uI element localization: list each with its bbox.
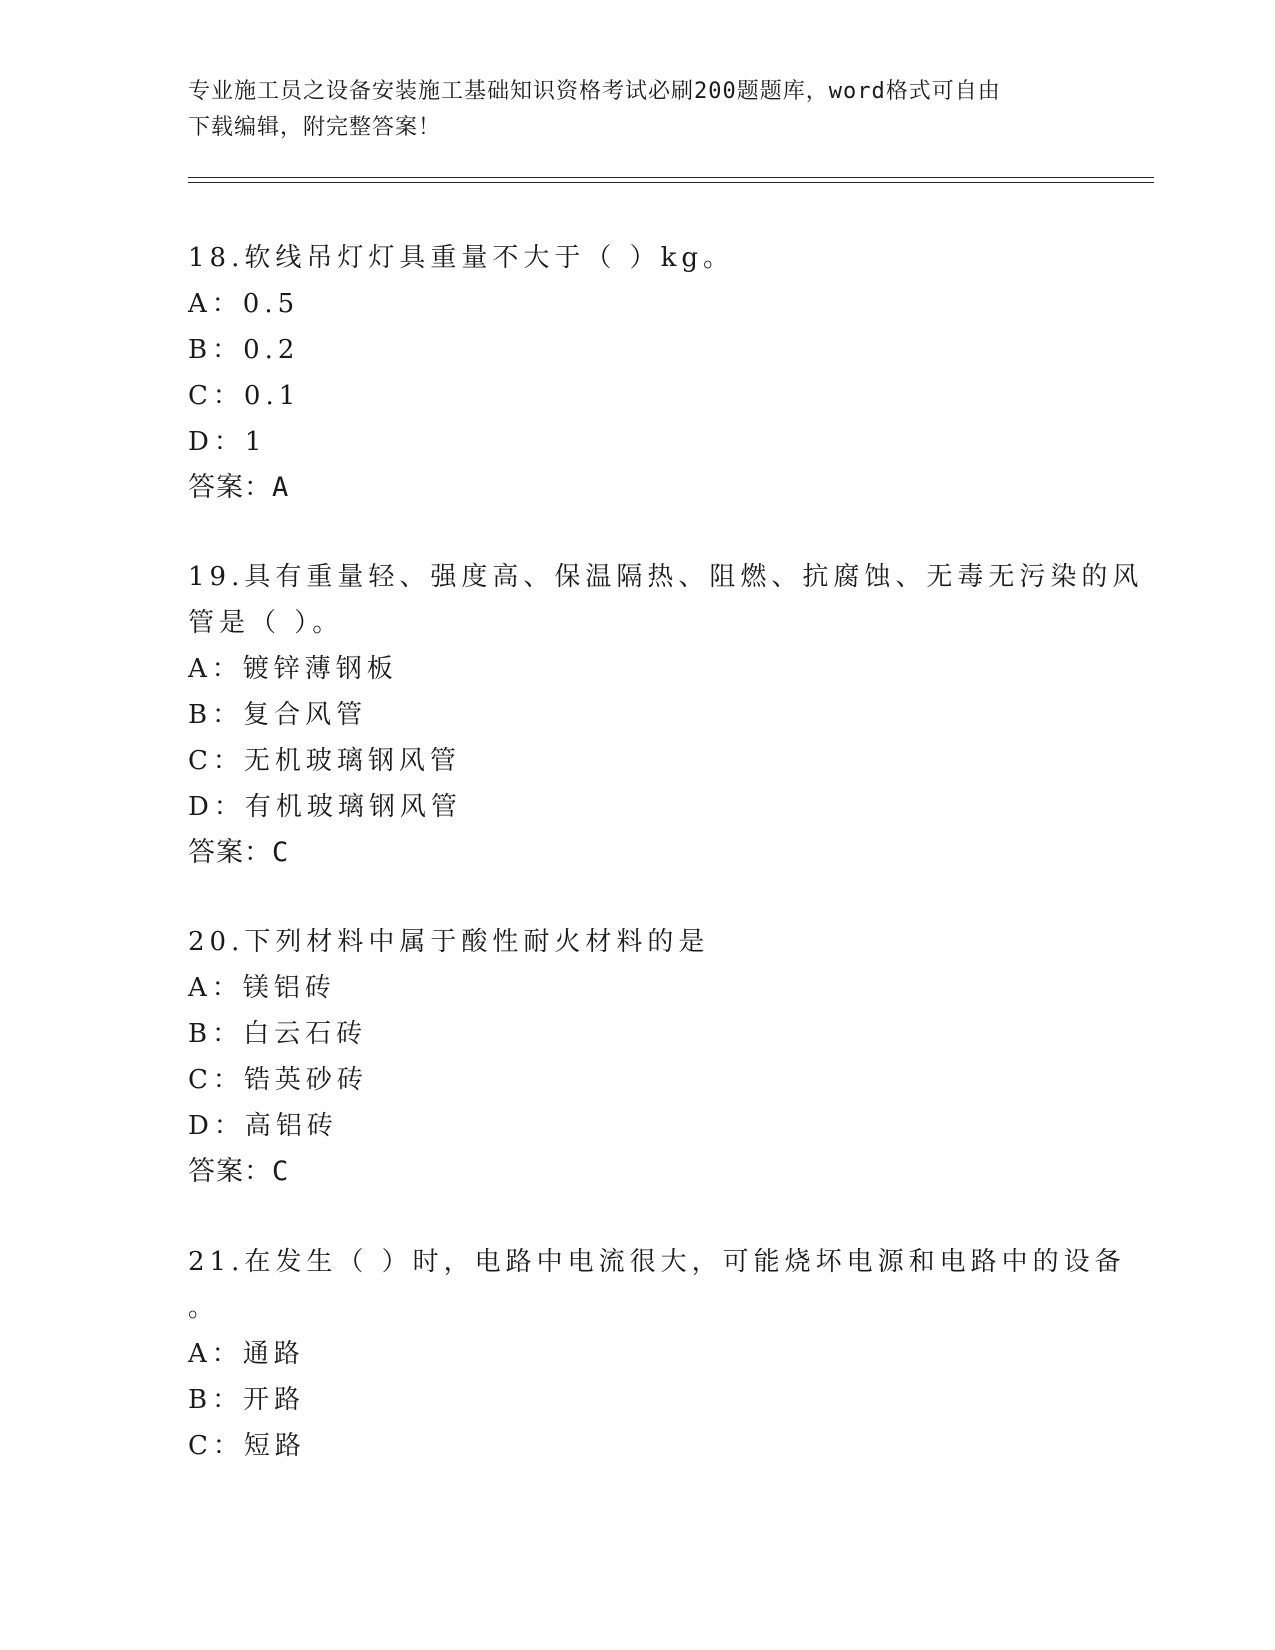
option-a	[188, 965, 1088, 1011]
option-text: 短路	[243, 1431, 306, 1461]
option-separator: ：	[212, 1385, 244, 1415]
option-key: B	[188, 335, 213, 365]
option-separator: ：	[213, 1111, 245, 1141]
question-stem-continued: 管是（ ）。	[188, 608, 344, 638]
question-stem-continued: 。	[188, 1293, 220, 1323]
option-key: D	[188, 1111, 214, 1141]
option-key: A	[188, 973, 212, 1003]
header-divider-bottom	[188, 182, 1154, 183]
option-text: 高铝砖	[244, 1111, 338, 1141]
option-key: A	[188, 1339, 212, 1369]
header-line-2: 下载编辑，附完整答案！	[188, 115, 442, 140]
option-a	[188, 281, 1088, 327]
option-key: C	[188, 746, 213, 776]
option-text: 0.1	[243, 381, 301, 411]
option-text: 无机玻璃钢风管	[243, 746, 461, 776]
option-b	[188, 327, 1088, 373]
option-separator: ：	[212, 1431, 244, 1461]
header-line-1: 专业施工员之设备安装施工基础知识资格考试必刷200题题库，word格式可自由	[188, 79, 1001, 104]
option-d	[188, 784, 1088, 830]
question-20	[188, 919, 1088, 1195]
option-separator: ：	[211, 1339, 243, 1369]
option-c	[188, 738, 1088, 784]
option-text: 镀锌薄钢板	[242, 654, 398, 684]
question-stem: 19.具有重量轻、强度高、保温隔热、阻燃、抗腐蚀、无毒无污染的风	[188, 562, 1144, 592]
option-key: C	[188, 1065, 213, 1095]
document-header	[188, 74, 1088, 146]
option-key: B	[188, 1385, 213, 1415]
option-c	[188, 1423, 1088, 1469]
option-separator: ：	[213, 427, 245, 457]
option-key: B	[188, 1019, 213, 1049]
option-separator: ：	[212, 746, 244, 776]
option-d	[188, 419, 1088, 465]
question-stem: 21.在发生（ ）时，电路中电流很大，可能烧坏电源和电路中的设备	[188, 1247, 1126, 1277]
question-19	[188, 554, 1144, 876]
question-18	[188, 235, 1088, 511]
answer-label: 答案：A	[188, 472, 290, 503]
question-stem: 20.下列材料中属于酸性耐火材料的是	[188, 927, 710, 957]
question-stem: 18.软线吊灯灯具重量不大于（ ）kg。	[188, 243, 735, 273]
option-separator: ：	[211, 289, 243, 319]
option-separator: ：	[213, 792, 245, 822]
option-d	[188, 1103, 1088, 1149]
option-separator: ：	[212, 335, 244, 365]
answer-label: 答案：C	[188, 837, 290, 868]
option-text: 0.2	[243, 335, 300, 365]
option-key: B	[188, 700, 213, 730]
option-key: C	[188, 1431, 213, 1461]
option-text: 白云石砖	[243, 1019, 368, 1049]
option-c	[188, 373, 1088, 419]
option-text: 通路	[242, 1339, 305, 1369]
option-text: 开路	[243, 1385, 306, 1415]
option-key: C	[188, 381, 213, 411]
option-separator: ：	[212, 700, 244, 730]
option-key: D	[188, 792, 214, 822]
option-separator: ：	[211, 654, 243, 684]
option-separator: ：	[212, 1065, 244, 1095]
option-key: D	[188, 427, 214, 457]
option-a	[188, 646, 1088, 692]
option-separator: ：	[212, 381, 244, 411]
option-text: 1	[244, 427, 267, 457]
option-text: 0.5	[242, 289, 300, 319]
option-b	[188, 692, 1088, 738]
option-text: 镁铝砖	[242, 973, 336, 1003]
answer-label: 答案：C	[188, 1156, 290, 1187]
option-key: A	[188, 654, 212, 684]
option-c	[188, 1057, 1088, 1103]
question-21	[188, 1239, 1126, 1469]
option-text: 复合风管	[243, 700, 368, 730]
option-b	[188, 1011, 1088, 1057]
option-key: A	[188, 289, 212, 319]
option-separator: ：	[212, 1019, 244, 1049]
header-divider-top	[188, 177, 1154, 178]
option-text: 锆英砂砖	[243, 1065, 368, 1095]
option-b	[188, 1377, 1088, 1423]
option-a	[188, 1331, 1088, 1377]
option-separator: ：	[211, 973, 243, 1003]
option-text: 有机玻璃钢风管	[244, 792, 462, 822]
